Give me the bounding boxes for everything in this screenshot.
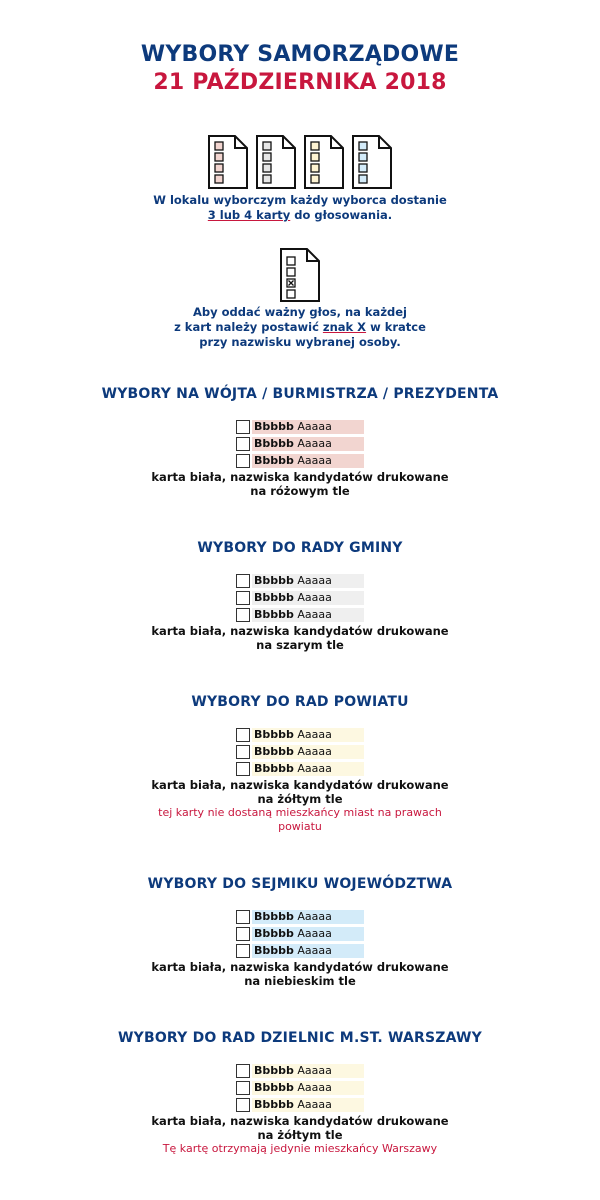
candidate-last-name: Bbbbb bbox=[254, 910, 294, 923]
section-note: karta biała, nazwiska kandydatów drukowane bbox=[151, 470, 449, 484]
candidate-name bbox=[252, 927, 364, 941]
candidate-name bbox=[252, 591, 364, 605]
candidate-list bbox=[0, 910, 600, 958]
candidate-row bbox=[236, 608, 364, 622]
ballot-section bbox=[0, 1030, 600, 1156]
candidate-last-name: Bbbbb bbox=[254, 728, 294, 741]
ballot-pink-icon bbox=[207, 134, 249, 190]
section-title: WYBORY DO SEJMIKU WOJEWÓDZTWA bbox=[147, 876, 453, 892]
candidate-name bbox=[252, 1098, 364, 1112]
vote-checkbox[interactable] bbox=[236, 574, 250, 588]
candidate-row bbox=[236, 454, 364, 468]
candidate-row bbox=[236, 1098, 364, 1112]
intro-line bbox=[0, 320, 600, 335]
candidate-name bbox=[252, 574, 364, 588]
intro-text: z kart należy postawić bbox=[174, 320, 323, 334]
candidate-row bbox=[236, 944, 364, 958]
candidate-first-name: Aaaaa bbox=[297, 762, 332, 775]
candidate-last-name: Bbbbb bbox=[254, 591, 294, 604]
section-note: karta biała, nazwiska kandydatów drukowane bbox=[151, 1114, 449, 1128]
intro-line: W lokalu wyborczym każdy wyborca dostanie bbox=[153, 193, 447, 207]
candidate-first-name: Aaaaa bbox=[297, 728, 332, 741]
section-warning: powiatu bbox=[278, 820, 322, 833]
candidate-first-name: Aaaaa bbox=[297, 420, 332, 433]
candidate-first-name: Aaaaa bbox=[297, 608, 332, 621]
candidate-last-name: Bbbbb bbox=[254, 1098, 294, 1111]
candidate-list bbox=[0, 728, 600, 776]
candidate-last-name: Bbbbb bbox=[254, 745, 294, 758]
candidate-last-name: Bbbbb bbox=[254, 1081, 294, 1094]
intro-line bbox=[0, 208, 600, 223]
section-warning: tej karty nie dostaną mieszkańcy miast na prawach bbox=[158, 806, 442, 819]
ballot-yellow-icon bbox=[303, 134, 345, 190]
ballot-section bbox=[0, 876, 600, 988]
candidate-name bbox=[252, 454, 364, 468]
section-title: WYBORY DO RAD DZIELNIC M.ST. WARSZAWY bbox=[117, 1030, 483, 1046]
section-note-color: na szarym tle bbox=[256, 638, 344, 652]
ballot-section bbox=[0, 540, 600, 652]
candidate-first-name: Aaaaa bbox=[297, 454, 332, 467]
section-note: karta biała, nazwiska kandydatów drukowane bbox=[151, 624, 449, 638]
candidate-first-name: Aaaaa bbox=[297, 944, 332, 957]
candidate-last-name: Bbbbb bbox=[254, 437, 294, 450]
candidate-first-name: Aaaaa bbox=[297, 574, 332, 587]
candidate-row bbox=[236, 574, 364, 588]
vote-checkbox[interactable] bbox=[236, 437, 250, 451]
candidate-row bbox=[236, 591, 364, 605]
candidate-name bbox=[252, 944, 364, 958]
ballot-section bbox=[0, 694, 600, 834]
candidate-row bbox=[236, 762, 364, 776]
ballots-count-highlight: 3 lub 4 karty bbox=[207, 208, 291, 222]
candidate-name bbox=[252, 728, 364, 742]
page-title: WYBORY SAMORZĄDOWE bbox=[140, 42, 460, 67]
vote-checkbox[interactable] bbox=[236, 591, 250, 605]
section-note-color: na różowym tle bbox=[250, 484, 350, 498]
candidate-row bbox=[236, 420, 364, 434]
candidate-name bbox=[252, 762, 364, 776]
candidate-row bbox=[236, 437, 364, 451]
candidate-name bbox=[252, 910, 364, 924]
vote-checkbox[interactable] bbox=[236, 728, 250, 742]
candidate-name bbox=[252, 1064, 364, 1078]
candidate-first-name: Aaaaa bbox=[297, 910, 332, 923]
vote-checkbox[interactable] bbox=[236, 420, 250, 434]
candidate-last-name: Bbbbb bbox=[254, 454, 294, 467]
candidate-name bbox=[252, 437, 364, 451]
vote-checkbox[interactable] bbox=[236, 944, 250, 958]
section-title: WYBORY DO RAD POWIATU bbox=[191, 694, 409, 710]
vote-checkbox[interactable] bbox=[236, 910, 250, 924]
vote-checkbox[interactable] bbox=[236, 1098, 250, 1112]
section-note-color: na żółtym tle bbox=[257, 1128, 343, 1142]
candidate-row bbox=[236, 728, 364, 742]
section-title: WYBORY DO RADY GMINY bbox=[197, 540, 403, 556]
section-note-color: na niebieskim tle bbox=[244, 974, 356, 988]
vote-checkbox[interactable] bbox=[236, 745, 250, 759]
candidate-first-name: Aaaaa bbox=[297, 591, 332, 604]
candidate-first-name: Aaaaa bbox=[297, 437, 332, 450]
candidate-row bbox=[236, 1081, 364, 1095]
candidate-first-name: Aaaaa bbox=[297, 745, 332, 758]
candidate-first-name: Aaaaa bbox=[297, 1081, 332, 1094]
candidate-last-name: Bbbbb bbox=[254, 1064, 294, 1077]
section-title: WYBORY NA WÓJTA / BURMISTRZA / PREZYDENTA bbox=[101, 386, 499, 402]
candidate-name bbox=[252, 608, 364, 622]
x-mark-highlight: znak X bbox=[322, 320, 367, 334]
intro-line: Aby oddać ważny głos, na każdej bbox=[193, 305, 407, 319]
candidate-row bbox=[236, 927, 364, 941]
intro-text: do głosowania. bbox=[290, 208, 393, 222]
candidate-last-name: Bbbbb bbox=[254, 574, 294, 587]
intro-line: przy nazwisku wybranej osoby. bbox=[199, 335, 401, 349]
vote-checkbox[interactable] bbox=[236, 927, 250, 941]
intro-text: w kratce bbox=[366, 320, 426, 334]
candidate-name bbox=[252, 1081, 364, 1095]
candidate-last-name: Bbbbb bbox=[254, 927, 294, 940]
candidate-last-name: Bbbbb bbox=[254, 608, 294, 621]
intro-voting-instructions bbox=[0, 305, 600, 350]
page-subtitle-date: 21 PAŹDZIERNIKA 2018 bbox=[153, 70, 447, 95]
section-note: karta biała, nazwiska kandydatów drukowane bbox=[151, 960, 449, 974]
candidate-last-name: Bbbbb bbox=[254, 944, 294, 957]
candidate-first-name: Aaaaa bbox=[297, 1098, 332, 1111]
section-note: karta biała, nazwiska kandydatów drukowane bbox=[151, 778, 449, 792]
ballot-icons-row bbox=[0, 134, 600, 190]
candidate-row bbox=[236, 910, 364, 924]
ballot-gray-icon bbox=[255, 134, 297, 190]
vote-checkbox[interactable] bbox=[236, 454, 250, 468]
candidate-last-name: Bbbbb bbox=[254, 762, 294, 775]
candidate-list bbox=[0, 574, 600, 622]
vote-checkbox[interactable] bbox=[236, 1064, 250, 1078]
section-warning: Tę kartę otrzymają jedynie mieszkańcy Warszawy bbox=[162, 1142, 438, 1155]
candidate-last-name: Bbbbb bbox=[254, 420, 294, 433]
ballot-with-x-icon bbox=[279, 247, 321, 303]
vote-checkbox[interactable] bbox=[236, 1081, 250, 1095]
candidate-first-name: Aaaaa bbox=[297, 927, 332, 940]
candidate-row bbox=[236, 745, 364, 759]
candidate-list bbox=[0, 1064, 600, 1112]
ballot-section bbox=[0, 386, 600, 498]
candidate-row bbox=[236, 1064, 364, 1078]
ballot-blue-icon bbox=[351, 134, 393, 190]
candidate-name bbox=[252, 420, 364, 434]
vote-checkbox[interactable] bbox=[236, 608, 250, 622]
vote-checkbox[interactable] bbox=[236, 762, 250, 776]
intro-ballots-count bbox=[0, 193, 600, 223]
candidate-name bbox=[252, 745, 364, 759]
candidate-first-name: Aaaaa bbox=[297, 1064, 332, 1077]
section-note-color: na żółtym tle bbox=[257, 792, 343, 806]
candidate-list bbox=[0, 420, 600, 468]
